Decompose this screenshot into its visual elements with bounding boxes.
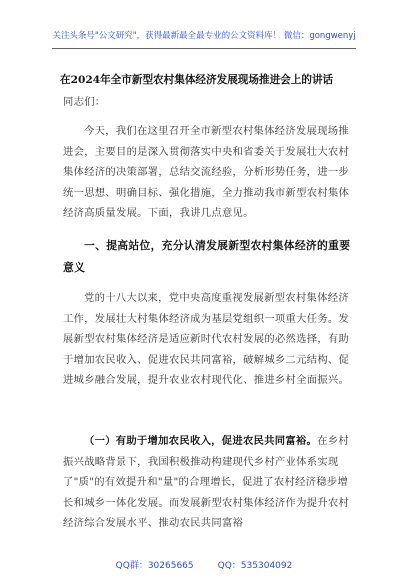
section-heading-1: 一、提高站位，充分认清发展新型农村集体经济的重要意义 bbox=[63, 239, 351, 274]
page-footer bbox=[0, 558, 408, 571]
subsection-lead: （一）有助于增加农民收入，促进农民共同富裕。 bbox=[84, 435, 318, 447]
header-banner: 关注头条号"公文研究"，获得最新最全最专业的公文资料库！ 微信：gongwenyj bbox=[52, 31, 356, 41]
salutation: 同志们： bbox=[63, 96, 106, 108]
header-divider bbox=[52, 48, 356, 49]
paragraph-intro: 今天，我们在这里召开全市新型农村集体经济发展现场推进会，主要目的是深入贯彻落实中央和省委关于发展壮大农村集体经济的决策部署，总结交流经验，分析形势任务，进一步统一思想、明确目标、强化措施，全力推动我市新型农村集体经济高质量发展。下面，我讲几点意见。 bbox=[63, 125, 350, 219]
footer-qq-group: QQ群：30265665 bbox=[115, 561, 194, 571]
page-header bbox=[0, 0, 408, 58]
subsection-body: 在乡村振兴战略背景下，我国积极推动构建现代乡村产业体系实现了"质"的有效提升和"量"的合理增长，促进了农村经济稳步增长和城乡一体化发展。而发展新型农村集体经济作为提升农村经济综合发展水平、推动农民共同富裕 bbox=[63, 435, 350, 529]
paragraph-subsection-1 bbox=[63, 431, 351, 534]
document-title: 在2024年全市新型农村集体经济发展现场推进会上的讲话 bbox=[60, 74, 334, 86]
footer-qq: QQ：535304092 bbox=[217, 561, 293, 571]
paragraph-significance: 党的十八大以来，党中央高度重视发展新型农村集体经济工作，发展壮大村集体经济成为基层党组织一项重大任务。发展新型农村集体经济是适应新时代农村发展的必然选择，有助于增加农民收入、促进农民共同富裕，破解城乡二元结构、促进城乡融合发展，提升农业农村现代化、推进乡村全面振兴。 bbox=[63, 292, 350, 386]
